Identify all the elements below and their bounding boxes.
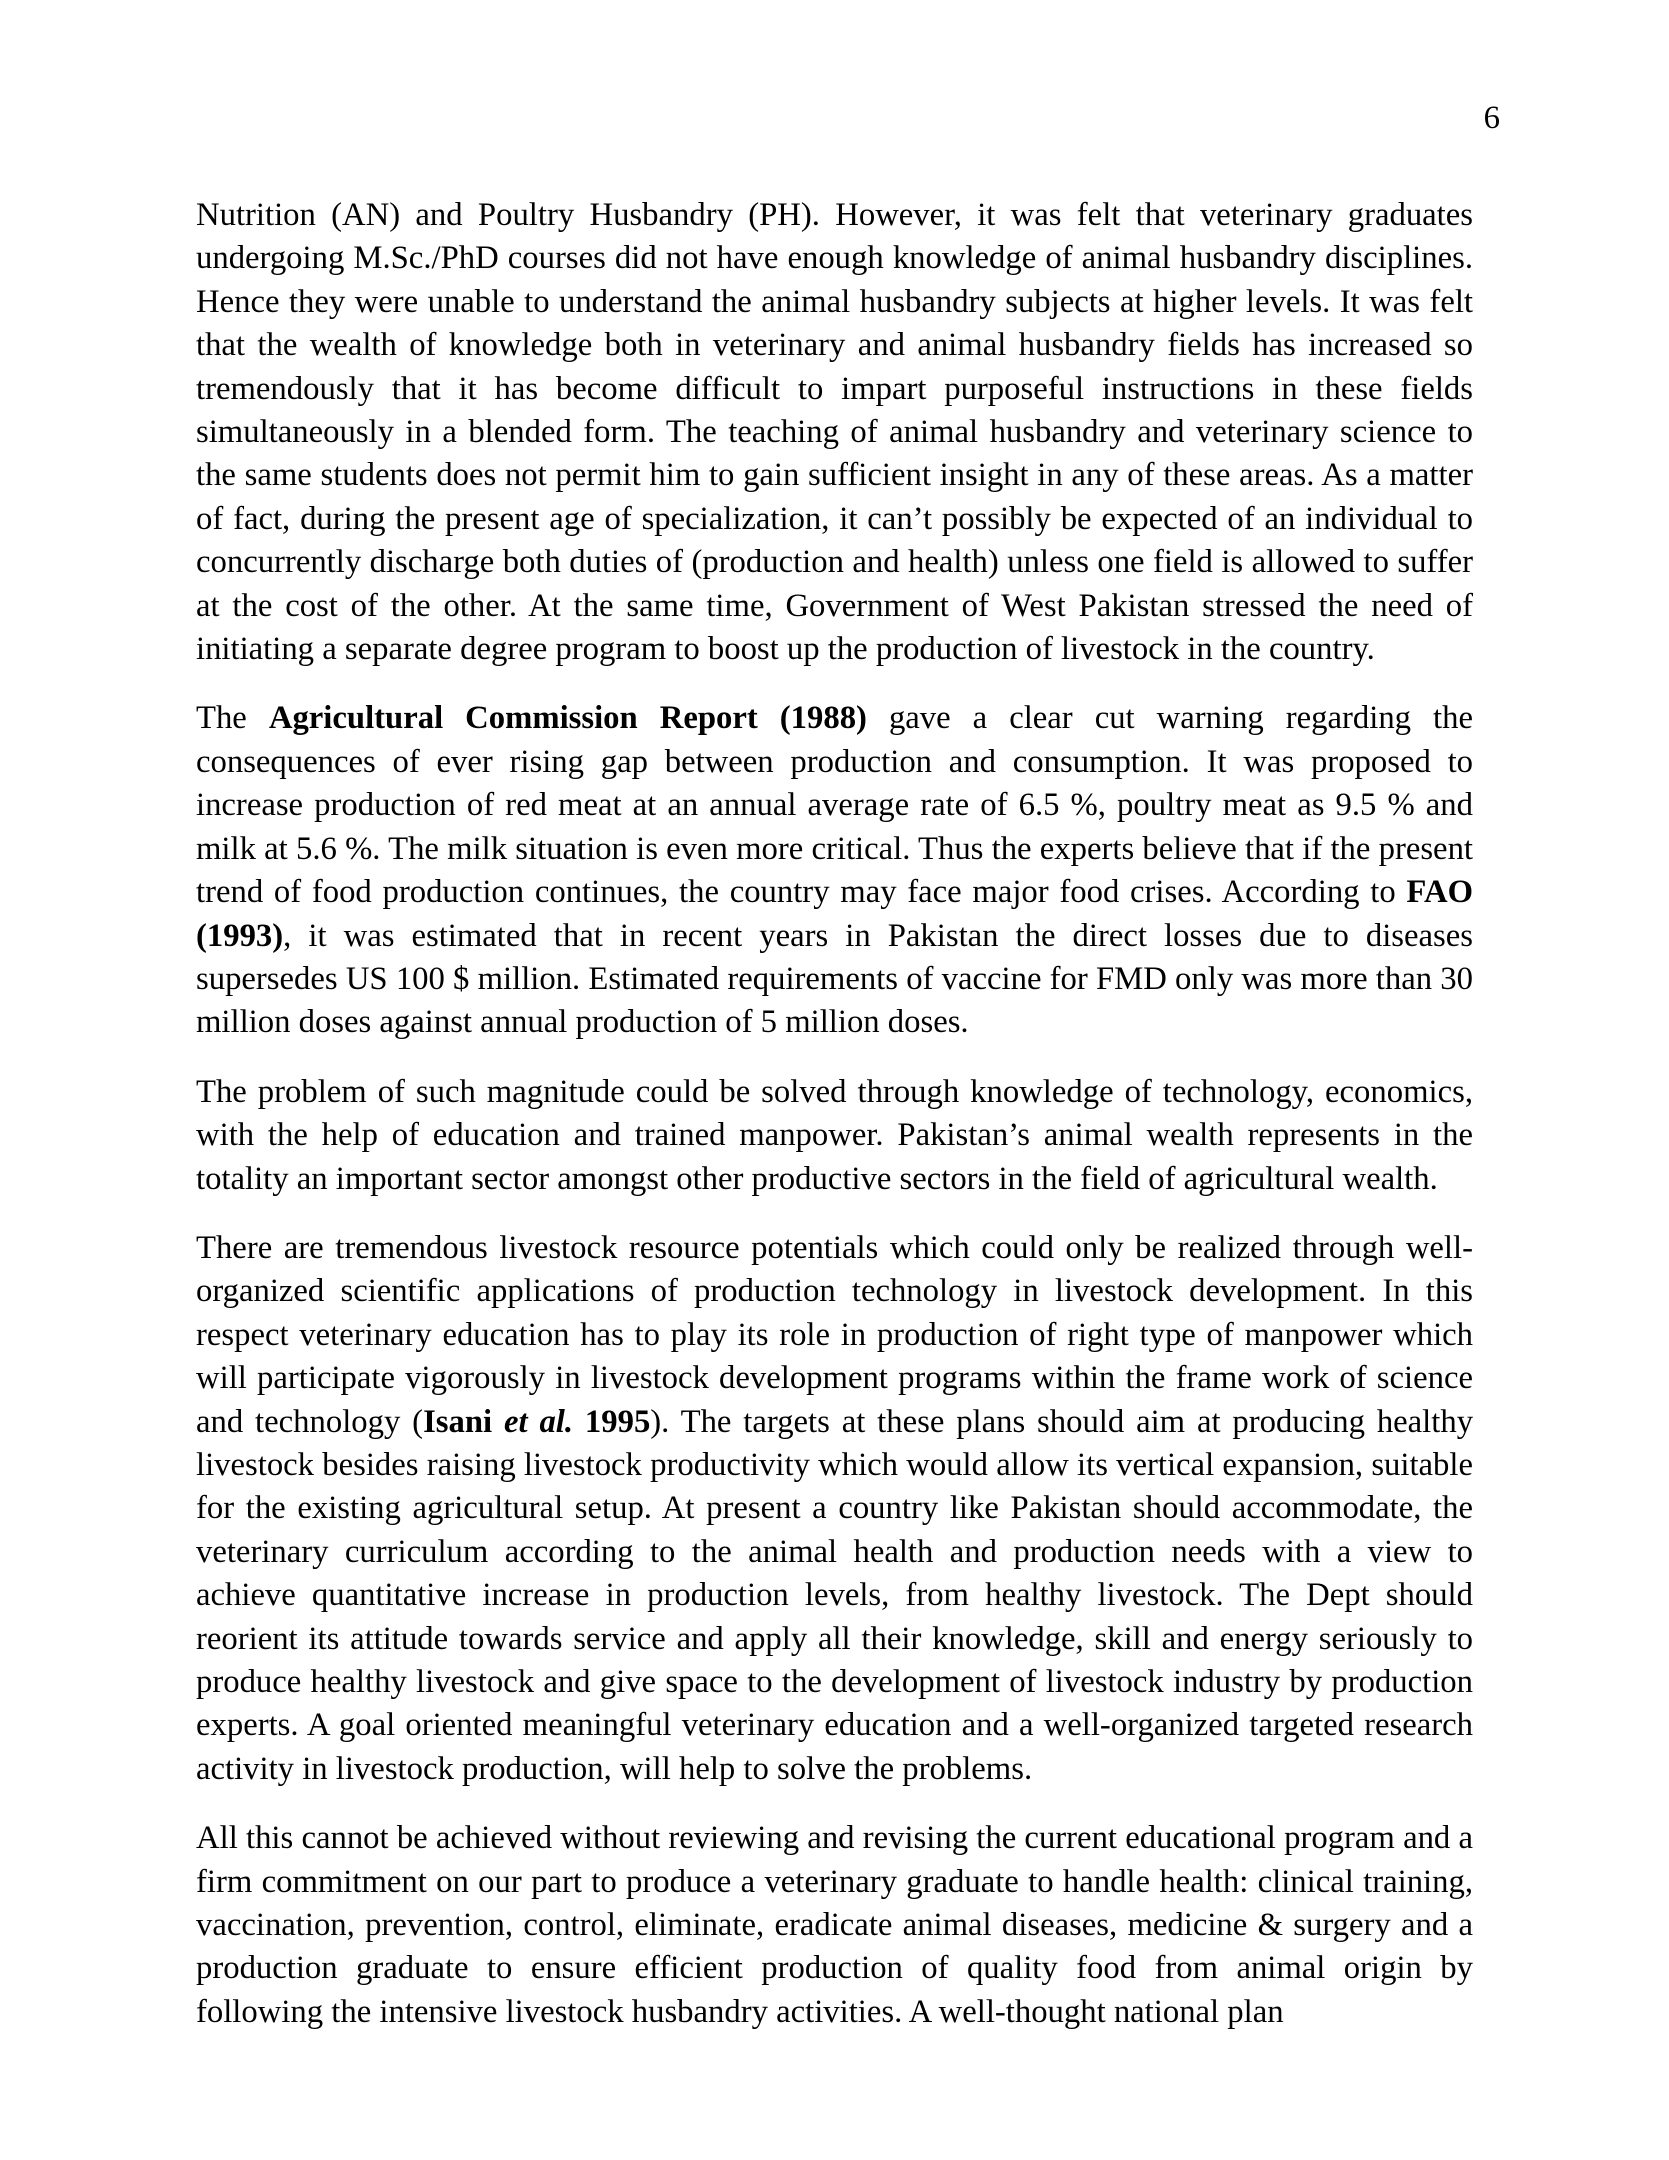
text-run: , it was estimated that in recent years in Pakistan the direct losses due to diseases supersedes US 100 $ million. Estimated requirements of vaccine for FMD only was more than 30 million doses against annual production of 5 million doses. (196, 917, 1473, 1041)
text-run: The (196, 700, 269, 737)
text-run: ). The targets at these plans should aim at producing healthy livestock besides raising livestock productivity which would allow its vertical expansion, suitable for the existing agricultural setup. At present a country like Pakistan should accommodate, the veterinary curriculum according to the animal health and production needs with a view to achieve quantitative increase in production levels, from healthy livestock. The Dept should reorient its attitude towards service and apply all their knowledge, skill and energy seriously to produce healthy livestock and give space to the development of livestock industry by production experts. A goal oriented meaningful veterinary education and a well-organized targeted research activity in livestock production, will help to solve the problems. (196, 1403, 1474, 1787)
text-run: 1995 (573, 1403, 651, 1440)
paragraph (196, 1227, 1473, 1791)
text-run: There are tremendous livestock resource potentials which could only be realized through well-organized scientific applications of production technology in livestock development. In this respect veterinary education has to play its role in production of right type of manpower which will participate vigorously in livestock development programs within the frame work of science and technology ( (196, 1229, 1473, 1440)
paragraph (196, 194, 1473, 671)
text-run: The problem of such magnitude could be solved through knowledge of technology, economics, with the help of education and trained manpower. Pakistan’s animal wealth represents in the totality an important sector amongst other productive sectors in the field of agricultural wealth. (196, 1073, 1473, 1197)
paragraph (196, 697, 1473, 1044)
text-run: Nutrition (AN) and Poultry Husbandry (PH). However, it was felt that veterinary graduates undergoing M.Sc./PhD courses did not have enough knowledge of animal husbandry disciplines. Hence they were unable to understand the animal husbandry subjects at higher levels. It was felt that the wealth of knowledge both in veterinary and animal husbandry fields has increased so tremendously that it has become difficult to impart purposeful instructions in these fields simultaneously in a blended form. The teaching of animal husbandry and veterinary science to the same students does not permit him to gain sufficient insight in any of these areas. As a matter of fact, during the present age of specialization, it can’t possibly be expected of an individual to concurrently discharge both duties of (production and health) unless one field is allowed to suffer at the cost of the other. At the same time, Government of West Pakistan stressed the need of initiating a separate degree program to boost up the production of livestock in the country. (196, 197, 1473, 668)
text-run: All this cannot be achieved without reviewing and revising the current educational program and a firm commitment on our part to produce a veterinary graduate to handle health: clinical training, vaccination, prevention, control, eliminate, eradicate animal diseases, medicine & surgery and a production graduate to ensure efficient production of quality food from animal origin by following the intensive livestock husbandry activities. A well-thought national plan (196, 1820, 1473, 2030)
text-run: FAO (1993) (196, 874, 1473, 954)
paragraph (196, 1071, 1473, 1201)
page-number: 6 (1483, 100, 1500, 136)
text-run: Agricultural Commission Report (1988) (268, 700, 867, 737)
document-body (196, 194, 1473, 2034)
paragraph (196, 1817, 1473, 2034)
text-run: gave a clear cut warning regarding the consequences of ever rising gap between production and consumption. It was proposed to increase production of red meat at an annual average rate of 6.5 %, poultry meat as 9.5 % and milk at 5.6 %. The milk situation is even more critical. Thus the experts believe that if the present trend of food production continues, the country may face major food crises. According to (196, 700, 1473, 911)
text-run: Isani (423, 1403, 504, 1440)
text-run: et al. (503, 1403, 574, 1440)
